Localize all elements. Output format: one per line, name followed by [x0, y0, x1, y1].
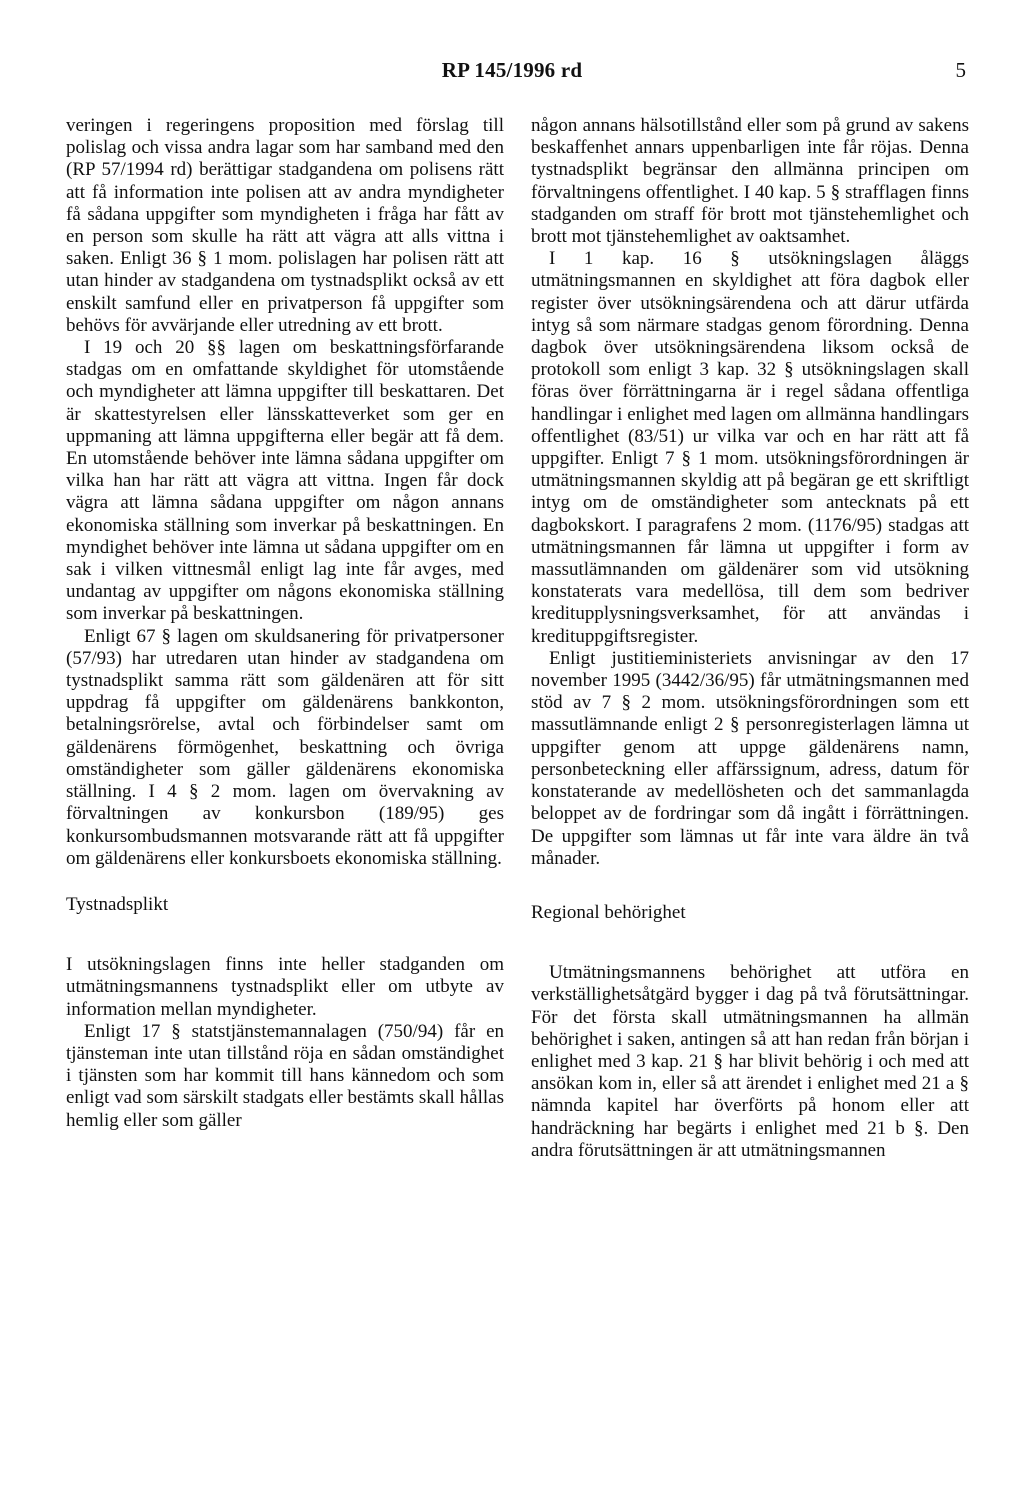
- paragraph: Enligt 17 § statstjänstemannalagen (750/94) får en tjänsteman inte utan tillstånd röja en sådan omständighet i tjänsten som har kommit till hans kännedom och som enligt vad som särskilt stadgats eller bestämts skall hållas hemlig eller som gäller: [66, 1020, 504, 1131]
- paragraph: I utsökningslagen finns inte heller stadganden om utmätningsmannens tystnadsplikt eller om utbyte av information mellan myndigheter.: [66, 954, 504, 1020]
- section-heading-tystnadsplikt: Tystnadsplikt: [66, 893, 169, 915]
- paragraph: I 19 och 20 §§ lagen om beskattningsförfarande stadgas om en omfattande skyldighet för utomstående och myndigheter att lämna uppgifter till beskattaren. Det är skattestyrelsen eller länsskatteverket som ger en uppmaning att lämna uppgifterna eller begär att få dem. En utomstående behöver inte lämna sådana uppgifter om vilka han har rätt att vägra att vittna. Ingen får dock vägra att lämna sådana uppgifter om någon annans ekonomiska ställning som inverkar på beskattningen. En myndighet behöver inte lämna ut sådana uppgifter om en sak i vilken vittnesmål enligt lag inte får avges, med undantag av uppgifter om någons ekonomiska ställning som inverkar på beskattningen.: [66, 337, 504, 625]
- paragraph: I 1 kap. 16 § utsökningslagen åläggs utmätningsmannen en skyldighet att föra dagbok eller register över utsökningsärendena och att därur utfärda intyg så som närmare stadgas genom förordning. Denna dagbok över utsökningsärendena liksom också de protokoll som enligt 3 kap. 32 § utsökningslagen skall föras över förrättningarna är i regel sådana offentliga handlingar i enlighet med lagen om allmänna handlingars offentlighet (83/51) ur vilka var och en har rätt att få uppgifter. Enligt 7 § 1 mom. utsökningsförordningen är utmätningsmannen skyldig att på begäran ge ett skriftligt intyg om de omständigheter som antecknats på ett dagbokskort. I paragrafens 2 mom. (1176/95) stadgas att utmätningsmannen får lämna ut uppgifter i form av massutlämnanden om gäldenärer som vid utsökning konstaterats vara medellösa, till dem som bedriver kreditupplysningsverksamhet, för att användas i kredituppgiftsregister.: [531, 248, 969, 647]
- paragraph: Enligt 67 § lagen om skuldsanering för privatpersoner (57/93) har utredaren utan hinder av stadgandena om tystnadsplikt samma rätt som gäldenären att för sitt uppdrag få uppgifter om gäldenärens bankkonton, betalningsrörelse, avtal och förbindelser samt om gäldenärens förmögenhet, beskattning och övriga omständigheter som gäller gäldenärens ekonomiska ställning. I 4 § 2 mom. lagen om övervakning av förvaltningen av konkursbon (189/95) ges konkursombudsmannen motsvarande rätt att få uppgifter om gäldenärens eller konkursboets ekonomiska ställning.: [66, 625, 504, 869]
- right-column: [531, 115, 969, 1162]
- paragraph: Utmätningsmannens behörighet att utföra en verkställighetsåtgärd bygger i dag på två förutsättningar. För det första skall utmätningsmannen ha allmän behörighet i saken, antingen så att han redan från början i enlighet med 3 kap. 21 § har blivit behörig i och med att ansökan kom in, eller så att ärendet i enlighet med 21 a § nämnda kapitel har överförts på honom eller att handräckning har begärts i enlighet med 21 b §. Den andra förutsättningen är att utmätningsmannen: [531, 962, 969, 1161]
- paragraph: Enligt justitieministeriets anvisningar av den 17 november 1995 (3442/36/95) får utmätningsmannen med stöd av 7 § 2 mom. utsökningsförordningen som ett massutlämnande enligt 2 § personregisterlagen lämna ut uppgifter genom att uppge gäldenärens namn, personbeteckning eller affärssignum, adress, datum för konstaterande av medellösheten och det sammanlagda beloppet av de fordringar som då ingått i förrättningen. De uppgifter som lämnas ut får inte vara äldre än två månader.: [531, 647, 969, 869]
- paragraph: veringen i regeringens proposition med förslag till polislag och vissa andra lagar som har samband med den (RP 57/1994 rd) berättigar stadgandena om polisens rätt att få information inte polisen att av andra myndigheter få sådana uppgifter som myndigheten i fråga har fått av en person som skulle ha rätt att vägra att alls vittna i saken. Enligt 36 § 1 mom. polislagen har polisen rätt att utan hinder av stadgandena om tystnadsplikt också av ett enskilt samfund eller en privatperson få uppgifter som behövs för avvärjande eller utredning av ett brott.: [66, 115, 504, 336]
- left-column: [66, 115, 504, 1132]
- page-number: 5: [955, 58, 966, 82]
- document-reference: RP 145/1996 rd: [441, 58, 583, 82]
- section-heading-regional-behorighet: Regional behörighet: [531, 901, 686, 923]
- paragraph: någon annans hälsotillstånd eller som på grund av sakens beskaffenhet annars uppenbarligen inte får röjas. Denna tystnadsplikt begränsar den allmänna principen om förvaltningens offentlighet. I 40 kap. 5 § strafflagen finns stadganden om straff för brott mot tjänstehemlighet och brott mot tjänstehemlighet av oaktsamhet.: [531, 115, 969, 248]
- page-header: [0, 58, 1024, 98]
